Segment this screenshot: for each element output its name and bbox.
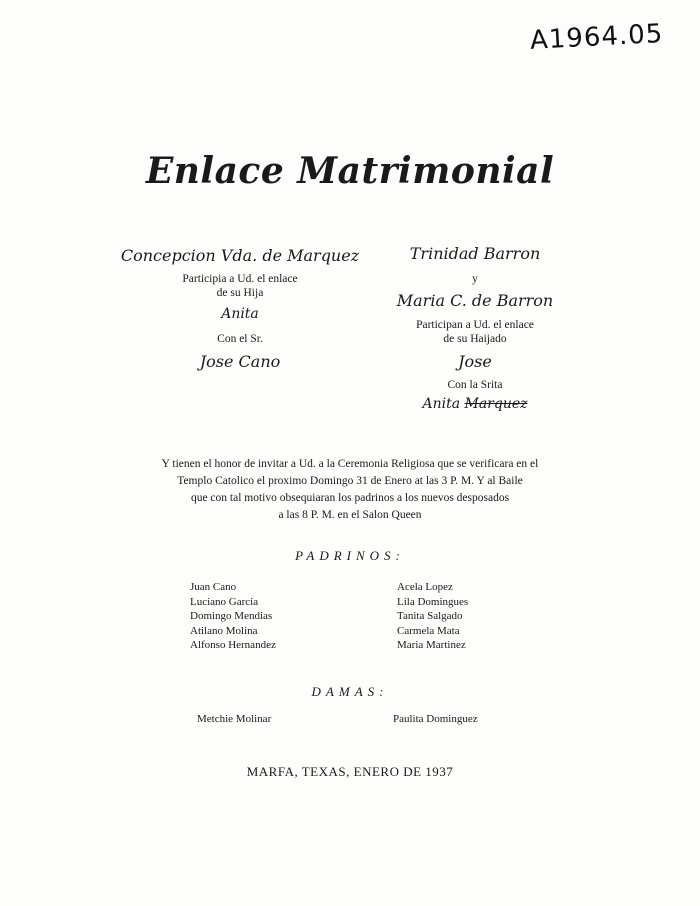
groom-child-name: Jose [458,352,492,371]
groom-father-name: Trinidad Barron [409,244,541,263]
dama-right: Paulita Dominguez [393,713,478,725]
madrina-name: Lila Domingues [397,595,469,608]
conjunction: y [472,273,478,285]
bride-parent-name: Concepcion Vda. de Marquez [120,246,360,265]
damas-heading: DAMAS: [311,684,389,699]
padrino-name: Alfonso Hernandez [190,639,276,651]
invitation-body [100,456,600,524]
catalog-number: A1964.05 [529,18,665,56]
invitation-title: Enlace Matrimonial [145,150,555,192]
bride-full-name [360,396,590,412]
bride-surname-struck: Marquez [464,396,528,412]
groom-with-line: Con la Srita [447,379,503,391]
padrino-name: Atilano Molina [190,624,258,637]
padrino-name: Juan Cano [190,581,237,593]
madrina-name: Carmela Mata [397,624,460,637]
padrino-name: Luciano Garcia [190,595,259,608]
body-line-2: Templo Catolico el proximo Domingo 31 de Enero at las 3 P. M. Y al Baile [177,475,523,487]
body-line-4: a las 8 P. M. en el Salon Queen [278,509,422,521]
madrina-name: Maria Martinez [397,639,466,651]
body-line-1: Y tienen el honor de invitar a Ud. a la Ceremonia Religiosa que se verificara en el [161,458,539,470]
bride-first-name: Anita [422,396,461,412]
groom-announce-line2: de su Haijado [443,333,507,345]
place-date-footer: MARFA, TEXAS, ENERO DE 1937 [246,764,454,779]
bride-name: Anita [221,306,259,322]
padrinos-right-list [397,580,557,653]
dama-left: Metchie Molinar [197,713,272,725]
padrinos-left-list [190,580,350,653]
madrina-name: Tanita Salgado [397,610,463,622]
bride-announce-line1: Participia a Ud. el enlace [182,273,298,285]
padrino-name: Domingo Mendias [190,610,273,622]
bride-announce-line2: de su Hija [216,287,264,299]
body-line-3: que con tal motivo obsequiaran los padrinos a los nuevos desposados [190,492,510,504]
bride-with-line: Con el Sr. [217,333,263,345]
groom-announce-line1: Participan a Ud. el enlace [416,319,534,331]
madrina-name: Acela Lopez [397,581,453,593]
groom-name: Jose Cano [199,352,281,371]
groom-mother-name: Maria C. de Barron [396,291,554,310]
padrinos-heading: PADRINOS: [295,548,405,563]
